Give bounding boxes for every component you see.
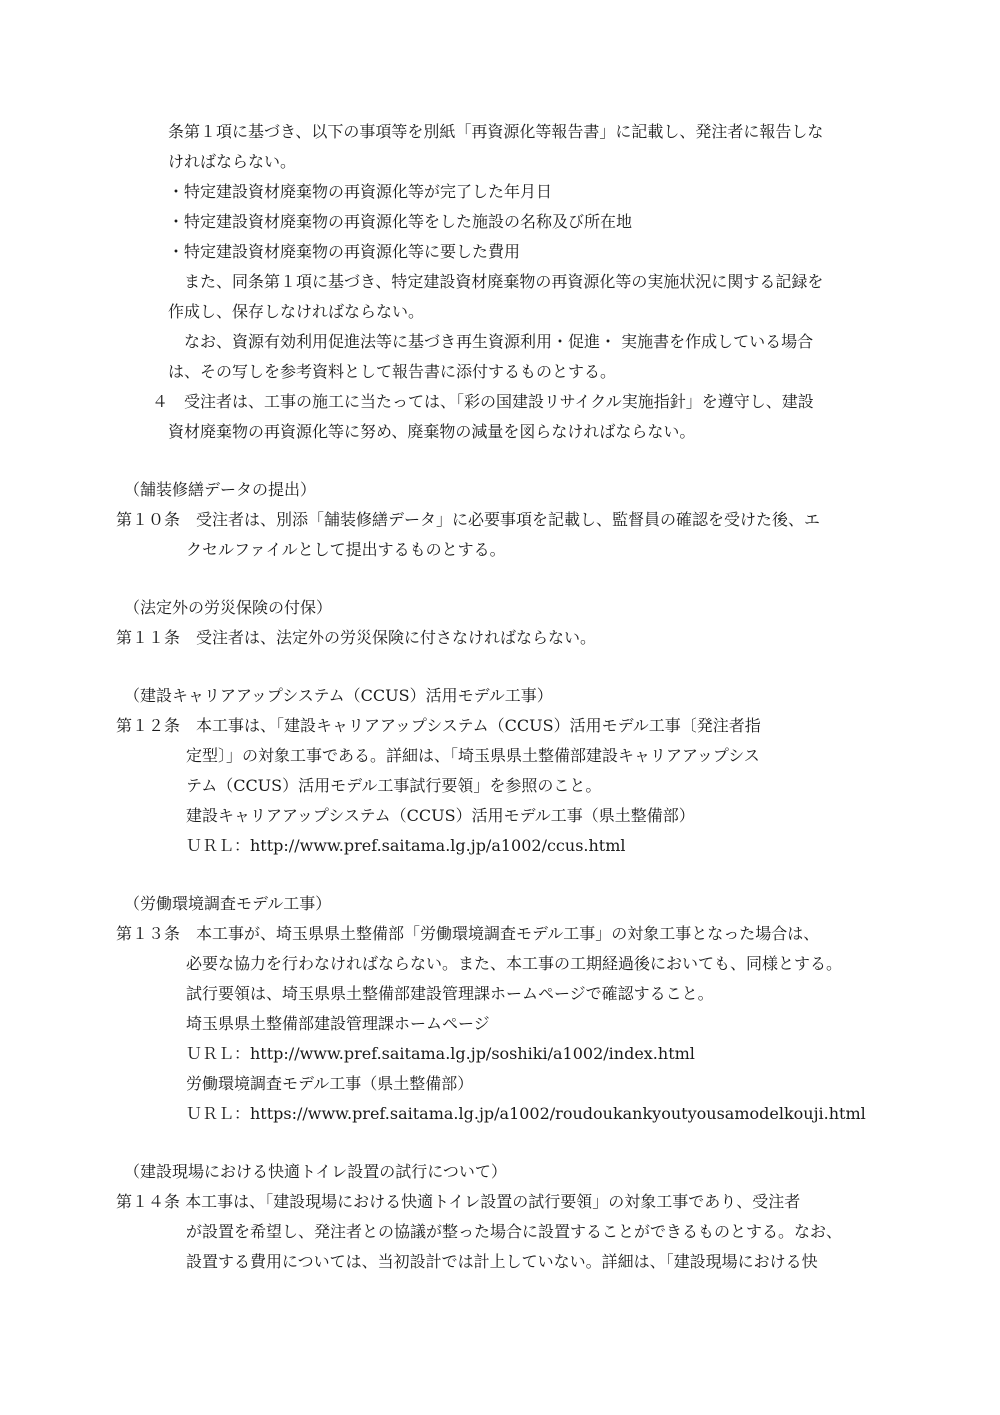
article-line: 建設キャリアアップシステム（CCUS）活用モデル工事（県土整備部）	[186, 806, 695, 825]
article-line: テム（CCUS）活用モデル工事試行要領」を参照のこと。	[186, 776, 602, 795]
article-line: 第１２条 本工事は、「建設キャリアアップシステム（CCUS）活用モデル工事〔発注者指	[116, 716, 761, 735]
article-line: 定型〕」の対象工事である。詳細は、「埼玉県県土整備部建設キャリアアップシス	[186, 746, 760, 765]
article-line: 第１１条 受注者は、法定外の労災保険に付さなければならない。	[116, 628, 597, 647]
article-line: 必要な協力を行わなければならない。また、本工事の工期経過後においても、同様とする。	[186, 954, 843, 973]
bullet-item: ・特定建設資材廃棄物の再資源化等が完了した年月日	[168, 182, 553, 201]
section-heading: （労働環境調査モデル工事）	[124, 894, 332, 913]
article-line: クセルファイルとして提出するものとする。	[186, 540, 506, 559]
paragraph-line: なお、資源有効利用促進法等に基づき再生資源利用・促進・ 実施書を作成している場合	[168, 332, 814, 351]
section-heading: （建設キャリアアップシステム（CCUS）活用モデル工事）	[124, 686, 553, 705]
paragraph-line: また、同条第１項に基づき、特定建設資材廃棄物の再資源化等の実施状況に関する記録を	[168, 272, 824, 291]
paragraph-line: ければならない。	[168, 152, 297, 171]
section-heading: （建設現場における快適トイレ設置の試行について）	[124, 1162, 507, 1181]
article-line: 第１０条 受注者は、別添「舗装修繕データ」に必要事項を記載し、監督員の確認を受けた後、エ	[116, 510, 821, 529]
article-line: が設置を希望し、発注者との協議が整った場合に設置することができるものとする。なお、	[186, 1222, 843, 1241]
paragraph-line: 作成し、保存しなければならない。	[168, 302, 425, 321]
paragraph-line: 資材廃棄物の再資源化等に努め、廃棄物の減量を図らなければならない。	[168, 422, 696, 441]
url-line: ＵＲＬ：http://www.pref.saitama.lg.jp/a1002/ccus.html	[186, 836, 626, 855]
bullet-item: ・特定建設資材廃棄物の再資源化等をした施設の名称及び所在地	[168, 212, 633, 231]
url-line: ＵＲＬ：http://www.pref.saitama.lg.jp/soshiki/a1002/index.html	[186, 1044, 695, 1063]
article-line: 第１３条 本工事が、埼玉県県土整備部「労働環境調査モデル工事」の対象工事となった場合は、	[116, 924, 820, 943]
paragraph-line: 条第１項に基づき、以下の事項等を別紙「再資源化等報告書」に記載し、発注者に報告しな	[168, 122, 824, 141]
url-line: ＵＲＬ：https://www.pref.saitama.lg.jp/a1002/roudoukankyoutyousamodelkouji.html	[186, 1104, 866, 1123]
paragraph-line: は、その写しを参考資料として報告書に添付するものとする。	[168, 362, 617, 381]
section-heading: （舗装修繕データの提出）	[124, 480, 317, 499]
article-line: 埼玉県県土整備部建設管理課ホームページ	[186, 1014, 490, 1033]
article-line: 第１４条 本工事は、「建設現場における快適トイレ設置の試行要領」の対象工事であり、受注者	[116, 1192, 801, 1211]
bullet-item: ・特定建設資材廃棄物の再資源化等に要した費用	[168, 242, 521, 261]
article-line: 労働環境調査モデル工事（県土整備部）	[186, 1074, 474, 1093]
article-line: 設置する費用については、当初設計では計上していない。詳細は、「建設現場における快	[186, 1252, 818, 1271]
article-line: 試行要領は、埼玉県県土整備部建設管理課ホームページで確認すること。	[186, 984, 714, 1003]
numbered-item: ４ 受注者は、工事の施工に当たっては、「彩の国建設リサイクル実施指針」を遵守し、建設	[152, 392, 814, 411]
section-heading: （法定外の労災保険の付保）	[124, 598, 333, 617]
